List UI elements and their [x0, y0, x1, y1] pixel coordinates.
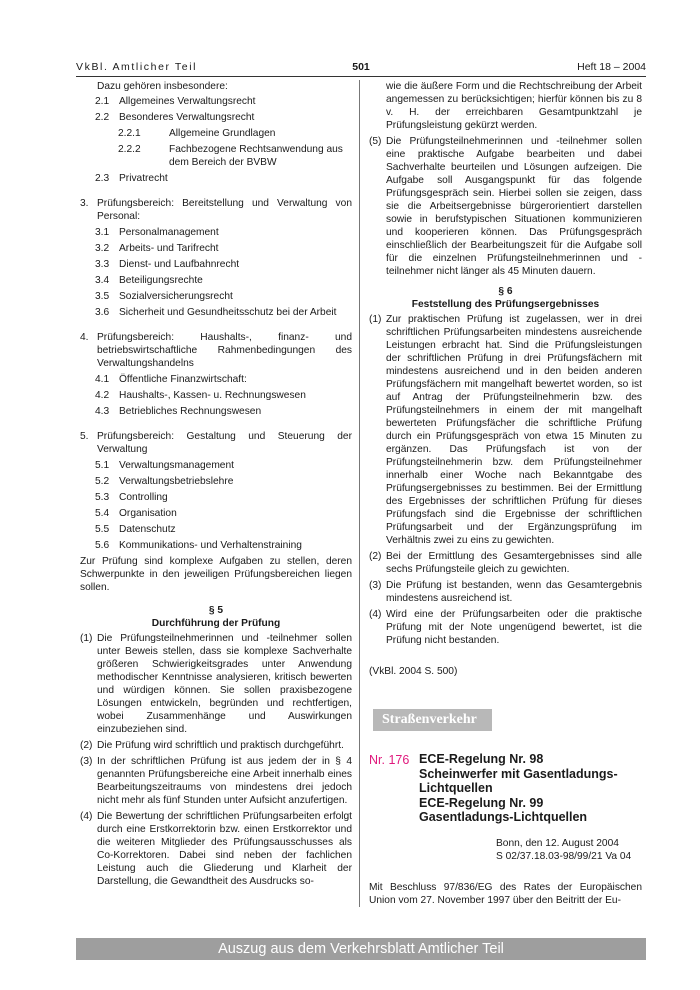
file-reference: S 02/37.18.03-98/99/21 Va 04 [496, 851, 632, 862]
list-item: 2.1 Allgemeines Verwaltungsrecht [95, 96, 256, 107]
section-title: Feststellung des Prüfungsergebnisses [411, 299, 600, 310]
list-item: 3.3 Dienst- und Laufbahnrecht [95, 259, 240, 270]
date-reference [496, 837, 631, 863]
regulation-subtitle: Gasentladungs-Lichtquellen [419, 810, 588, 824]
list-item: 5.1 Verwaltungsmanagement [95, 460, 234, 471]
list-item: 5.4 Organisation [95, 508, 177, 519]
list-item: 4.1 Öffentliche Finanzwirtschaft: [95, 374, 247, 385]
exam-area-4: 4. Prüfungsbereich: Haushalts-, finanz- und betriebswirtschaftliche Rahmenbedingungen des Verwaltungshandelns [80, 332, 352, 369]
paragraph: (2) Die Prüfung wird schriftlich und praktisch durchgeführt. [80, 740, 344, 751]
running-header [76, 61, 646, 75]
list-item: 3.5 Sozialversicherungsrecht [95, 291, 233, 302]
list-item: 3.6 Sicherheit und Gesundheitsschutz bei der Arbeit [95, 307, 337, 318]
column-divider [359, 80, 360, 907]
list-item: 2.2.1 Allgemeine Grundlagen [118, 128, 276, 139]
paragraph: (3) Die Prüfung ist bestanden, wenn das Gesamtergebnis mindestens ausreichend ist. [369, 580, 642, 604]
list-item: 2.2 Besonderes Verwaltungsrecht [95, 112, 255, 123]
paragraph: (5) Die Prüfungsteilnehmerinnen und -teilnehmer sollen eine praktische Aufgabe bearbeiten und dabei Sachverhalte beurteilen und Lösungen aufzeigen. Die Aufgabe soll Ausgangspunkt für das folgende Prüfungsgespräch sein. Hierbei sollen sie zeigen, dass sie die Arbeitsergebnisse bürgerorientiert darstellen sowie in berufstypischen Situationen kommunizieren und kooperieren können. Das Prüfungsgespräch einschließlich der Bearbeitungszeit für die Aufgabe soll für die einzelnen Prüfungsteilnehmerinnen und -teilnehmer nicht länger als 45 Minuten dauern. [369, 136, 642, 277]
final-paragraph: Mit Beschluss 97/836/EG des Rates der Europäischen Union vom 27. November 1997 über den Beitritt der Eu- [369, 882, 642, 906]
list-item: 3.4 Beteiligungsrechte [95, 275, 203, 286]
list-item: 3.2 Arbeits- und Tarifrecht [95, 243, 219, 254]
list-item: 4.2 Haushalts-, Kassen- u. Rechnungswesen [95, 390, 306, 401]
list-item: 3.1 Personalmanagement [95, 227, 219, 238]
left-column [80, 80, 352, 891]
regulation-subtitle: Scheinwerfer mit Gasentladungs-Lichtquellen [419, 766, 618, 795]
paragraph: (1) Die Prüfungsteilnehmerinnen und -teilnehmer sollen unter Beweis stellen, dass sie komplexe Sachverhalte größeren Schwierigkeitsgrades unter Anwendung methodischer Kenntnisse analysieren, kritisch bewerten und würdigen können. Sie sollen praxisbezogene Lösungen entwickeln, begründen und rechtfertigen, wobei Zusammenhänge und Auswirkungen einzubeziehen sind. [80, 633, 352, 735]
list-item: 2.3 Privatrecht [95, 173, 168, 184]
section-title: Durchführung der Prüfung [151, 618, 281, 629]
paragraph: (2) Bei der Ermittlung des Gesamtergebnisses sind alle sechs Prüfungsteile gleich zu gewichten. [369, 551, 642, 575]
regulation-title: ECE-Regelung Nr. 99 [419, 795, 544, 810]
right-column [369, 80, 642, 678]
closing-text: Zur Prüfung sind komplexe Aufgaben zu stellen, deren Schwerpunkte in den jeweiligen Prüfungsbereichen liegen sollen. [80, 556, 352, 593]
paragraph: (3) In der schriftlichen Prüfung ist aus jedem der in § 4 genannten Prüfungsbereiche eine Arbeit innerhalb eines Bearbeitungszeitraums von mindestens drei jedoch nicht mehr als fünf Stunden unter Aufsicht anzufertigen. [80, 756, 352, 806]
exam-area-5: 5. Prüfungsbereich: Gestaltung und Steuerung der Verwaltung [80, 431, 352, 455]
list-item: 2.2.2 Fachbezogene Rechtsanwendung aus dem Bereich der BVBW [118, 144, 343, 168]
list-item: 4.3 Betriebliches Rechnungswesen [95, 406, 262, 417]
list-item: 5.2 Verwaltungsbetriebslehre [95, 476, 234, 487]
list-item: 5.5 Datenschutz [95, 524, 176, 535]
paragraph: (4) Wird eine der Prüfungsarbeiten oder die praktische Prüfung mit der Note ungenügend bewertet, ist die Prüfung nicht bestanden. [369, 609, 642, 646]
list-item: 5.3 Controlling [95, 492, 168, 503]
list-item: 5.6 Kommunikations- und Verhaltenstraining [95, 540, 302, 551]
regulation-title: ECE-Regelung Nr. 98 [419, 752, 544, 766]
section-number: § 5 [208, 605, 224, 616]
intro-text: Dazu gehören insbesondere: [97, 81, 228, 92]
regulation-heading [369, 752, 642, 825]
issue-label: Heft 18 – 2004 [577, 61, 646, 73]
place-date: Bonn, den 12. August 2004 [496, 838, 619, 849]
paragraph: (1) Zur praktischen Prüfung ist zugelassen, wer in drei schriftlichen Prüfungsarbeiten mindestens ausreichende Leistungen erbracht hat. Sind die Prüfungsleistungen der schriftlichen Prüfung in drei Prüfungsfächern mit mindestens ausreichend und in den beiden anderen Prüfungsfächern mit mangelhaft bewertet worden, so ist auf Antrag der Prüfungsteilnehmerin bzw. des Prüfungsteilnehmers in einem der mit mangelhaft bewerteten Prüfungsfächer die schriftliche Prüfung durch ein Prüfungsgespräch von etwa 15 Minuten zu ergänzen. Das Prüfungsfach ist von der Prüfungsteilnehmerin bzw. dem Prüfungsteilnehmer innerhalb einer Woche nach Bekanntgabe des Prüfungsergebnisses zu bestimmen. Bei der Ermittlung des Ergebnisses der schriftlichen Prüfung für dieses Prüfungsfach sind die Ergebnisse der schriftlichen Prüfungsarbeit und der Ergänzungsprüfung im Verhältnis zwei zu eins zu gewichten. [369, 314, 642, 546]
paragraph-continued: wie die äußere Form und die Rechtschreibung der Arbeit angemessen zu berücksichtigen; hierfür können bis zu 8 v. H. der erreichbaren Gesamtpunktzahl je Prüfungsleistung gekürzt werden. [386, 81, 642, 131]
section-number: § 6 [498, 286, 513, 297]
page-number: 501 [352, 61, 370, 73]
journal-name: VkBl. Amtlicher Teil [76, 61, 198, 73]
paragraph: (4) Die Bewertung der schriftlichen Prüfungsarbeiten erfolgt durch eine Erstkorrektorin bzw. einen Erstkorrektor und die weiteren Mitglieder des Prüfungsausschusses als Co-Korrektoren. Dabei sind neben der fachlichen Leistung auch die Gliederung und Klarheit der Darstellung, die Gewandtheit des Ausdrucks so- [80, 811, 352, 887]
footer-banner: Auszug aus dem Verkehrsblatt Amtlicher Teil [76, 938, 646, 960]
category-banner: Straßenverkehr [373, 709, 492, 731]
source-reference: (VkBl. 2004 S. 500) [369, 666, 458, 677]
exam-area-3: 3. Prüfungsbereich: Bereitstellung und Verwaltung von Personal: [80, 198, 352, 222]
header-rule [76, 76, 646, 77]
notice-number: Nr. 176 [369, 753, 410, 767]
